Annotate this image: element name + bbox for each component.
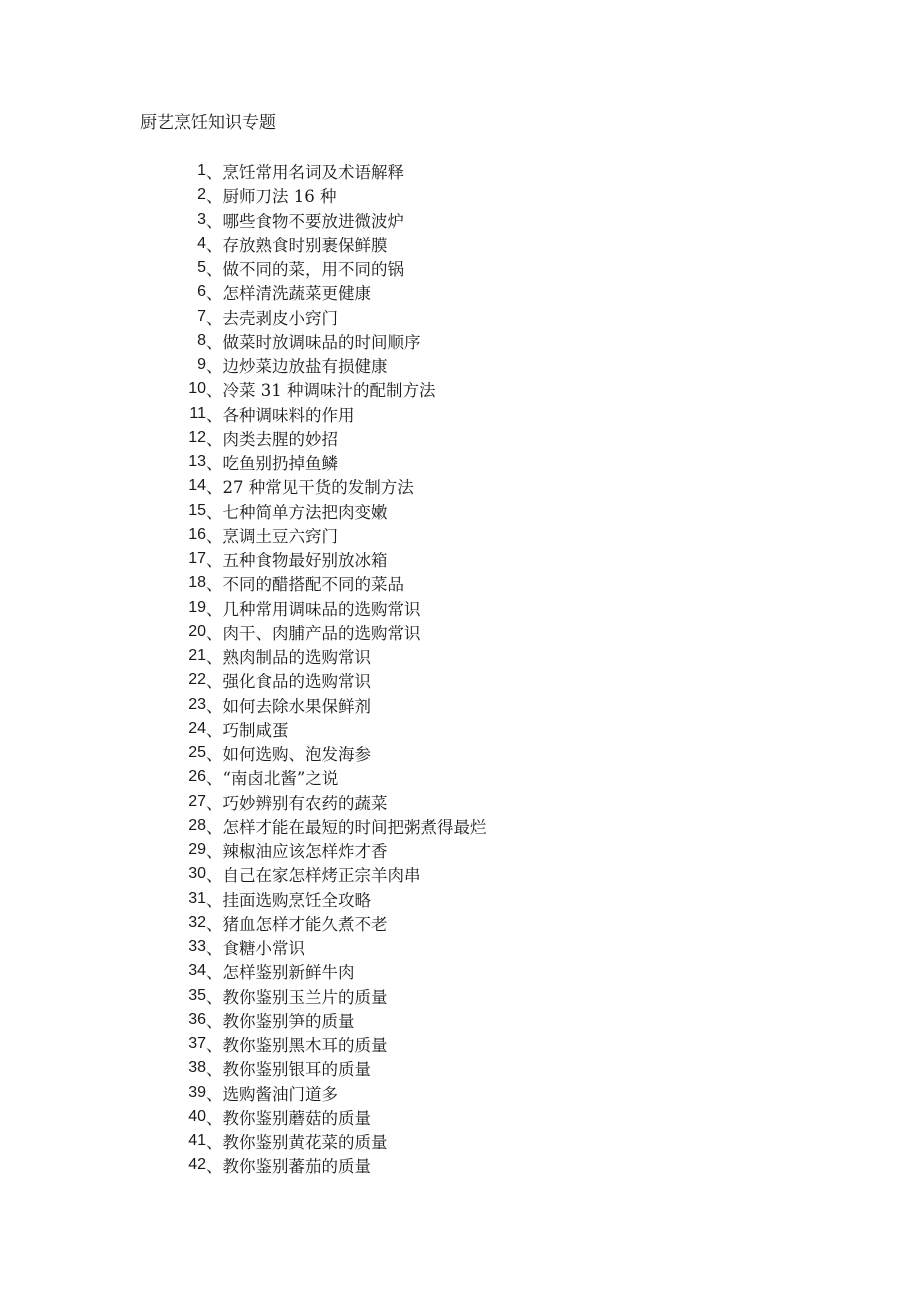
list-item-separator: 、	[206, 914, 223, 934]
list-item-separator: 、	[206, 1157, 223, 1177]
list-item-number: 38	[188, 1059, 206, 1077]
list-item-label: 不同的醋搭配不同的菜品	[222, 575, 404, 595]
list-item-separator: 、	[206, 357, 223, 377]
list-item-separator: 、	[206, 1133, 223, 1153]
list-item-number: 29	[188, 841, 206, 859]
list-item-label: 如何选购、泡发海参	[222, 745, 371, 765]
list-item-number: 42	[188, 1156, 206, 1174]
list-item-separator: 、	[206, 1060, 223, 1080]
list-item-label: 边炒菜边放盐有损健康	[222, 357, 388, 377]
list-item-label: 冷菜 31 种调味汁的配制方法	[222, 381, 436, 401]
list-item-separator: 、	[206, 842, 223, 862]
list-item	[0, 426, 920, 450]
list-item-number: 36	[188, 1010, 206, 1028]
list-item	[0, 474, 920, 498]
list-item	[0, 450, 920, 474]
list-item	[0, 644, 920, 668]
list-item-label: 怎样鉴别新鲜牛肉	[222, 963, 355, 983]
list-item-separator: 、	[206, 163, 223, 183]
list-item-label: 食糖小常识	[222, 939, 305, 959]
list-item-separator: 、	[206, 478, 223, 498]
list-item-label: 教你鉴别黑木耳的质量	[222, 1036, 388, 1056]
list-item-separator: 、	[206, 648, 223, 668]
list-item-label: 教你鉴别黄花菜的质量	[222, 1133, 388, 1153]
list-item-number: 31	[188, 889, 206, 907]
list-item-label: 做不同的菜，用不同的锅	[222, 260, 404, 280]
list-item	[0, 523, 920, 547]
list-item-number: 15	[188, 501, 206, 519]
list-item-separator: 、	[206, 526, 223, 546]
list-item-label: 强化食品的选购常识	[222, 672, 371, 692]
list-item-number: 12	[188, 428, 206, 446]
list-item	[0, 1105, 920, 1129]
list-item-number: 33	[188, 938, 206, 956]
list-item-separator: 、	[206, 1084, 223, 1104]
list-item-separator: 、	[206, 1108, 223, 1128]
list-item	[0, 1129, 920, 1153]
list-item-separator: 、	[206, 817, 223, 837]
list-item-number: 35	[188, 986, 206, 1004]
list-item	[0, 305, 920, 329]
list-item-label: 吃鱼别扔掉鱼鳞	[222, 454, 338, 474]
list-item	[0, 838, 920, 862]
list-item-number: 1	[197, 162, 206, 180]
list-item-number: 27	[188, 792, 206, 810]
list-item-label: 辣椒油应该怎样炸才香	[222, 842, 388, 862]
list-item-separator: 、	[206, 429, 223, 449]
list-item	[0, 984, 920, 1008]
list-item-label: 选购酱油门道多	[222, 1084, 338, 1104]
list-item-label: 巧制咸蛋	[222, 720, 289, 740]
list-item-label: 熟肉制品的选购常识	[222, 648, 371, 668]
list-item-label: 猪血怎样才能久煮不老	[222, 914, 388, 934]
list-item	[0, 499, 920, 523]
list-item-separator: 、	[206, 502, 223, 522]
list-item-separator: 、	[206, 235, 223, 255]
list-item-label: 自己在家怎样烤正宗羊肉串	[222, 866, 421, 886]
list-item-label: 哪些食物不要放进微波炉	[222, 211, 404, 231]
list-item	[0, 790, 920, 814]
list-item-label: 几种常用调味品的选购常识	[222, 599, 421, 619]
list-item-label: 巧妙辨别有农药的蔬菜	[222, 793, 388, 813]
list-item-number: 24	[188, 719, 206, 737]
list-item-separator: 、	[206, 454, 223, 474]
list-item	[0, 232, 920, 256]
list-item	[0, 1081, 920, 1105]
document-title: 厨艺烹饪知识专题	[140, 113, 276, 133]
list-item-number: 14	[188, 477, 206, 495]
list-item-number: 6	[197, 283, 206, 301]
list-item-separator: 、	[206, 939, 223, 959]
list-item-separator: 、	[206, 890, 223, 910]
list-item	[0, 183, 920, 207]
list-item-label: 存放熟食时别裹保鲜膜	[222, 235, 388, 255]
list-item-separator: 、	[206, 963, 223, 983]
list-item-separator: 、	[206, 405, 223, 425]
list-item-label: 教你鉴别蘑菇的质量	[222, 1108, 371, 1128]
list-item-label: 怎样清洗蔬菜更健康	[222, 284, 371, 304]
list-item-label: 如何去除水果保鲜剂	[222, 696, 371, 716]
list-item	[0, 1032, 920, 1056]
list-item-label: 做菜时放调味品的时间顺序	[222, 332, 421, 352]
list-item-label: 各种调味料的作用	[222, 405, 355, 425]
list-item-number: 8	[197, 331, 206, 349]
list-item	[0, 402, 920, 426]
list-item-separator: 、	[206, 623, 223, 643]
list-item-separator: 、	[206, 720, 223, 740]
list-item-separator: 、	[206, 308, 223, 328]
list-item-separator: 、	[206, 793, 223, 813]
list-item-separator: 、	[206, 575, 223, 595]
list-item-number: 30	[188, 865, 206, 883]
list-item-number: 7	[197, 307, 206, 325]
list-item	[0, 887, 920, 911]
list-item-separator: 、	[206, 332, 223, 352]
list-item	[0, 1153, 920, 1177]
list-item-number: 21	[188, 647, 206, 665]
list-item-separator: 、	[206, 1011, 223, 1031]
table-of-contents	[0, 159, 920, 1178]
list-item-number: 10	[188, 380, 206, 398]
list-item-number: 41	[188, 1132, 206, 1150]
list-item-number: 26	[188, 768, 206, 786]
list-item	[0, 717, 920, 741]
list-item-number: 18	[188, 574, 206, 592]
list-item-label: 烹调土豆六窍门	[222, 526, 338, 546]
list-item	[0, 741, 920, 765]
list-item-label: 27 种常见干货的发制方法	[222, 478, 414, 498]
list-item-separator: 、	[206, 187, 223, 207]
list-item	[0, 159, 920, 183]
list-item	[0, 280, 920, 304]
list-item-separator: 、	[206, 599, 223, 619]
list-item	[0, 668, 920, 692]
list-item-number: 25	[188, 744, 206, 762]
list-item-label: 教你鉴别银耳的质量	[222, 1060, 371, 1080]
list-item-label: 教你鉴别蕃茄的质量	[222, 1157, 371, 1177]
list-item-separator: 、	[206, 381, 223, 401]
list-item-label: 五种食物最好别放冰箱	[222, 551, 388, 571]
list-item-number: 17	[188, 550, 206, 568]
list-item-separator: 、	[206, 211, 223, 231]
list-item-separator: 、	[206, 769, 223, 789]
list-item-label: 去壳剥皮小窍门	[222, 308, 338, 328]
list-item	[0, 911, 920, 935]
list-item-separator: 、	[206, 987, 223, 1007]
list-item-label: 七种简单方法把肉变嫩	[222, 502, 388, 522]
list-item-number: 16	[188, 525, 206, 543]
list-item	[0, 862, 920, 886]
list-item	[0, 547, 920, 571]
list-item	[0, 377, 920, 401]
list-item	[0, 693, 920, 717]
list-item-label: 教你鉴别笋的质量	[222, 1011, 355, 1031]
list-item	[0, 353, 920, 377]
list-item-label: 挂面选购烹饪全攻略	[222, 890, 371, 910]
list-item-label: 烹饪常用名词及术语解释	[222, 163, 404, 183]
list-item-separator: 、	[206, 866, 223, 886]
list-item-label: 肉干、肉脯产品的选购常识	[222, 623, 421, 643]
list-item	[0, 329, 920, 353]
list-item	[0, 1056, 920, 1080]
list-item-number: 23	[188, 695, 206, 713]
list-item-number: 11	[189, 404, 206, 422]
list-item-number: 19	[188, 598, 206, 616]
list-item	[0, 208, 920, 232]
list-item-label: 教你鉴别玉兰片的质量	[222, 987, 388, 1007]
list-item-number: 2	[197, 186, 206, 204]
list-item-separator: 、	[206, 745, 223, 765]
list-item	[0, 814, 920, 838]
list-item-label: “南卤北酱”之说	[222, 769, 339, 789]
list-item-separator: 、	[206, 672, 223, 692]
list-item	[0, 620, 920, 644]
list-item-number: 3	[197, 210, 206, 228]
list-item	[0, 571, 920, 595]
list-item-number: 22	[188, 671, 206, 689]
list-item-number: 39	[188, 1083, 206, 1101]
list-item-number: 28	[188, 816, 206, 834]
list-item-separator: 、	[206, 696, 223, 716]
list-item-separator: 、	[206, 284, 223, 304]
list-item-number: 20	[188, 622, 206, 640]
list-item-number: 9	[197, 356, 206, 374]
list-item-label: 肉类去腥的妙招	[222, 429, 338, 449]
list-item-number: 40	[188, 1107, 206, 1125]
list-item	[0, 935, 920, 959]
list-item	[0, 596, 920, 620]
list-item	[0, 765, 920, 789]
list-item-number: 4	[197, 234, 206, 252]
list-item-number: 34	[188, 962, 206, 980]
list-item-number: 37	[188, 1035, 206, 1053]
list-item-separator: 、	[206, 1036, 223, 1056]
list-item-separator: 、	[206, 260, 223, 280]
list-item-label: 厨师刀法 16 种	[222, 187, 337, 207]
list-item-label: 怎样才能在最短的时间把粥煮得最烂	[222, 817, 487, 837]
list-item	[0, 1008, 920, 1032]
list-item-number: 32	[188, 913, 206, 931]
list-item-number: 13	[188, 453, 206, 471]
list-item-separator: 、	[206, 551, 223, 571]
list-item-number: 5	[197, 259, 206, 277]
list-item	[0, 959, 920, 983]
list-item	[0, 256, 920, 280]
